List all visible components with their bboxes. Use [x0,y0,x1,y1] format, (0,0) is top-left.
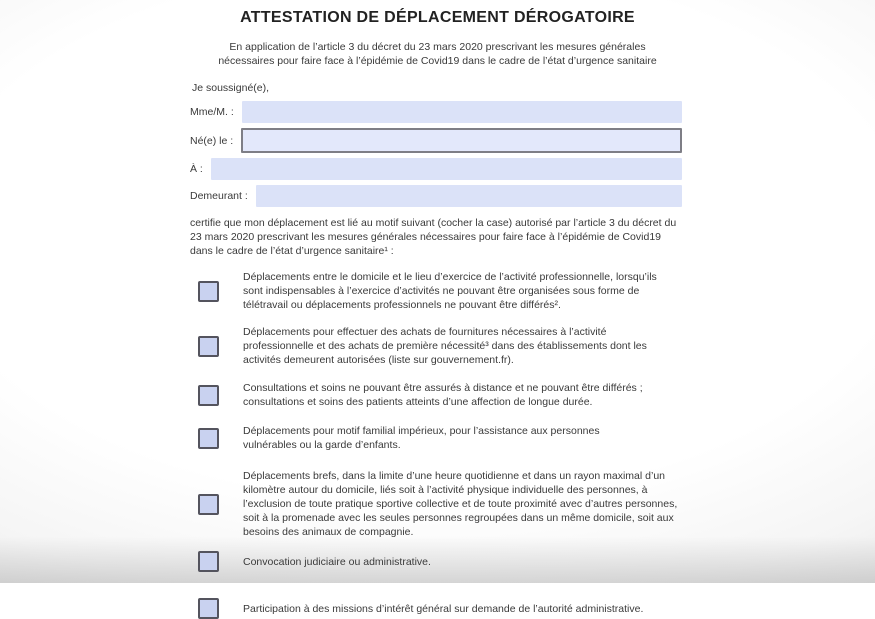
reason-item-work [198,270,875,312]
field-row-address [190,185,682,207]
reason-label: Déplacements entre le domicile et le lieu d’exercice de l’activité professionnelle, lorsqu’ils sont indispensables à l’exercice d’activités ne pouvant être organisées sous forme de télétravail ou déplacements professionnels ne pouvant être différés². [243,271,657,311]
reason-label: Déplacements pour effectuer des achats de fournitures nécessaires à l’activité professionnelle et des achats de première nécessité³ dans des établissements dont les activités demeurent autorisées (liste sur gouvernement.fr). [243,326,647,366]
reason-checkbox-exercise[interactable] [198,494,219,515]
birthdate-input[interactable] [241,128,682,153]
reason-item-mission [198,598,875,619]
address-input[interactable] [256,185,682,207]
reason-checkbox-health[interactable] [198,385,219,406]
reason-item-family [198,424,875,452]
certify-paragraph: certifie que mon déplacement est lié au motif suivant (cocher la case) autorisé par l’article 3 du décret du 23 mars 2020 prescrivant les mesures générales nécessaires pour faire face à l’épidémie de Covid19 dans le cadre de l’état d’urgence sanitaire¹ : [190,217,677,257]
reason-checkbox-family[interactable] [198,428,219,449]
reason-item-shopping [198,325,875,367]
reason-item-health [198,381,875,409]
reason-checkbox-work[interactable] [198,281,219,302]
address-field-label: Demeurant : [190,190,248,202]
reason-item-exercise [198,469,875,539]
birthdate-field-label: Né(e) le : [190,134,234,147]
name-field-label: Mme/M. : [190,106,234,118]
reason-item-judicial [198,551,875,572]
salutation-text: Je soussigné(e), [192,82,270,94]
name-input[interactable] [242,101,682,123]
birthplace-input[interactable] [211,158,682,180]
reason-checkbox-judicial[interactable] [198,551,219,572]
reasons-list [198,270,875,619]
reason-label: Participation à des missions d’intérêt général sur demande de l’autorité administrative. [243,602,644,615]
page-title: ATTESTATION DE DÉPLACEMENT DÉROGATOIRE [240,9,635,26]
field-row-birthdate [190,128,682,153]
reason-checkbox-shopping[interactable] [198,336,219,357]
reason-label: Déplacements brefs, dans la limite d’une heure quotidienne et dans un rayon maximal d’un kilomètre autour du domicile, liés soit à l’activité physique individuelle des personnes, à l’exclusion de toute pratique sportive collective et de toute proximité avec d’autres personnes, soit à la promenade avec les seules personnes regroupées dans un même domicile, soit aux besoins des animaux de compagnie. [243,470,678,538]
reason-label: Consultations et soins ne pouvant être assurés à distance et ne pouvant être différés ; consultations et soins des patients atteints d’une affection de longue durée. [243,382,643,408]
birthplace-field-label: À : [190,163,203,175]
field-row-birthplace [190,158,682,180]
intro-paragraph: En application de l’article 3 du décret du 23 mars 2020 prescrivant les mesures générales nécessaires pour faire face à l’épidémie de Covid19 dans le cadre de l’état d’urgence sanitaire [218,41,657,67]
reason-label: Déplacements pour motif familial impérieux, pour l’assistance aux personnes vulnérables ou la garde d’enfants. [243,425,600,451]
identity-form [190,101,682,207]
field-row-name [190,101,682,123]
reason-checkbox-mission[interactable] [198,598,219,619]
reason-label: Convocation judiciaire ou administrative. [243,555,431,568]
